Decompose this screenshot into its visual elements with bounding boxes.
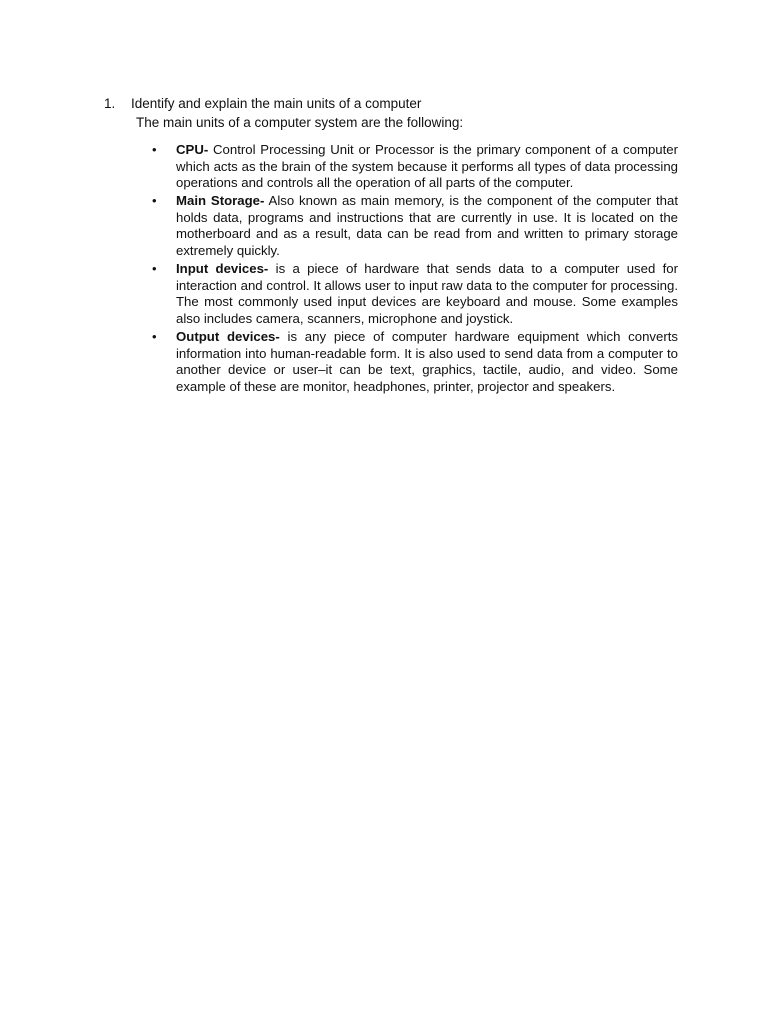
item-term: CPU- <box>176 142 209 157</box>
item-term: Output devices- <box>176 329 280 345</box>
bullet-icon: • <box>152 142 157 157</box>
item-body: is any piece of computer hardware equipment which converts information into human-readable form. It is also used to send data from a computer to another device or user–it can be text, graphics, tactile, audio, and video. Some example of these are monitor, headphones, printer, projector and speakers. <box>176 329 679 394</box>
list-item-output-devices <box>150 329 678 395</box>
intro-sentence: The main units of a computer system are the following: <box>136 115 464 130</box>
bullet-icon: • <box>152 261 157 277</box>
item-term: Input devices- <box>176 261 269 277</box>
bullet-icon: • <box>152 193 157 209</box>
item-term: Main Storage- <box>176 193 265 209</box>
question-text: Identify and explain the main units of a computer <box>131 96 422 111</box>
item-body: is a piece of hardware that sends data to a computer used for interaction and control. It allows user to input raw data to the computer for processing. The most commonly used input devices are keyboard and mouse. Some examples also includes camera, scanners, microphone and joystick. <box>176 261 678 326</box>
item-body: Control Processing Unit or Processor is the primary component of a computer which acts as the brain of the system because it performs all types of data processing operations and controls all the operation of all parts of the computer. <box>176 142 678 191</box>
question-number: 1. <box>104 96 116 111</box>
list-item-cpu <box>150 142 678 192</box>
bullet-icon: • <box>152 329 157 345</box>
question-heading <box>104 95 421 112</box>
list-item-input-devices <box>150 261 678 327</box>
list-item-main-storage <box>150 193 678 259</box>
units-list <box>150 142 678 397</box>
item-body: Also known as main memory, is the component of the computer that holds data, programs and instructions that are currently in use. It is located on the motherboard and as a result, data can be read from and written to primary storage extremely quickly. <box>176 193 678 259</box>
